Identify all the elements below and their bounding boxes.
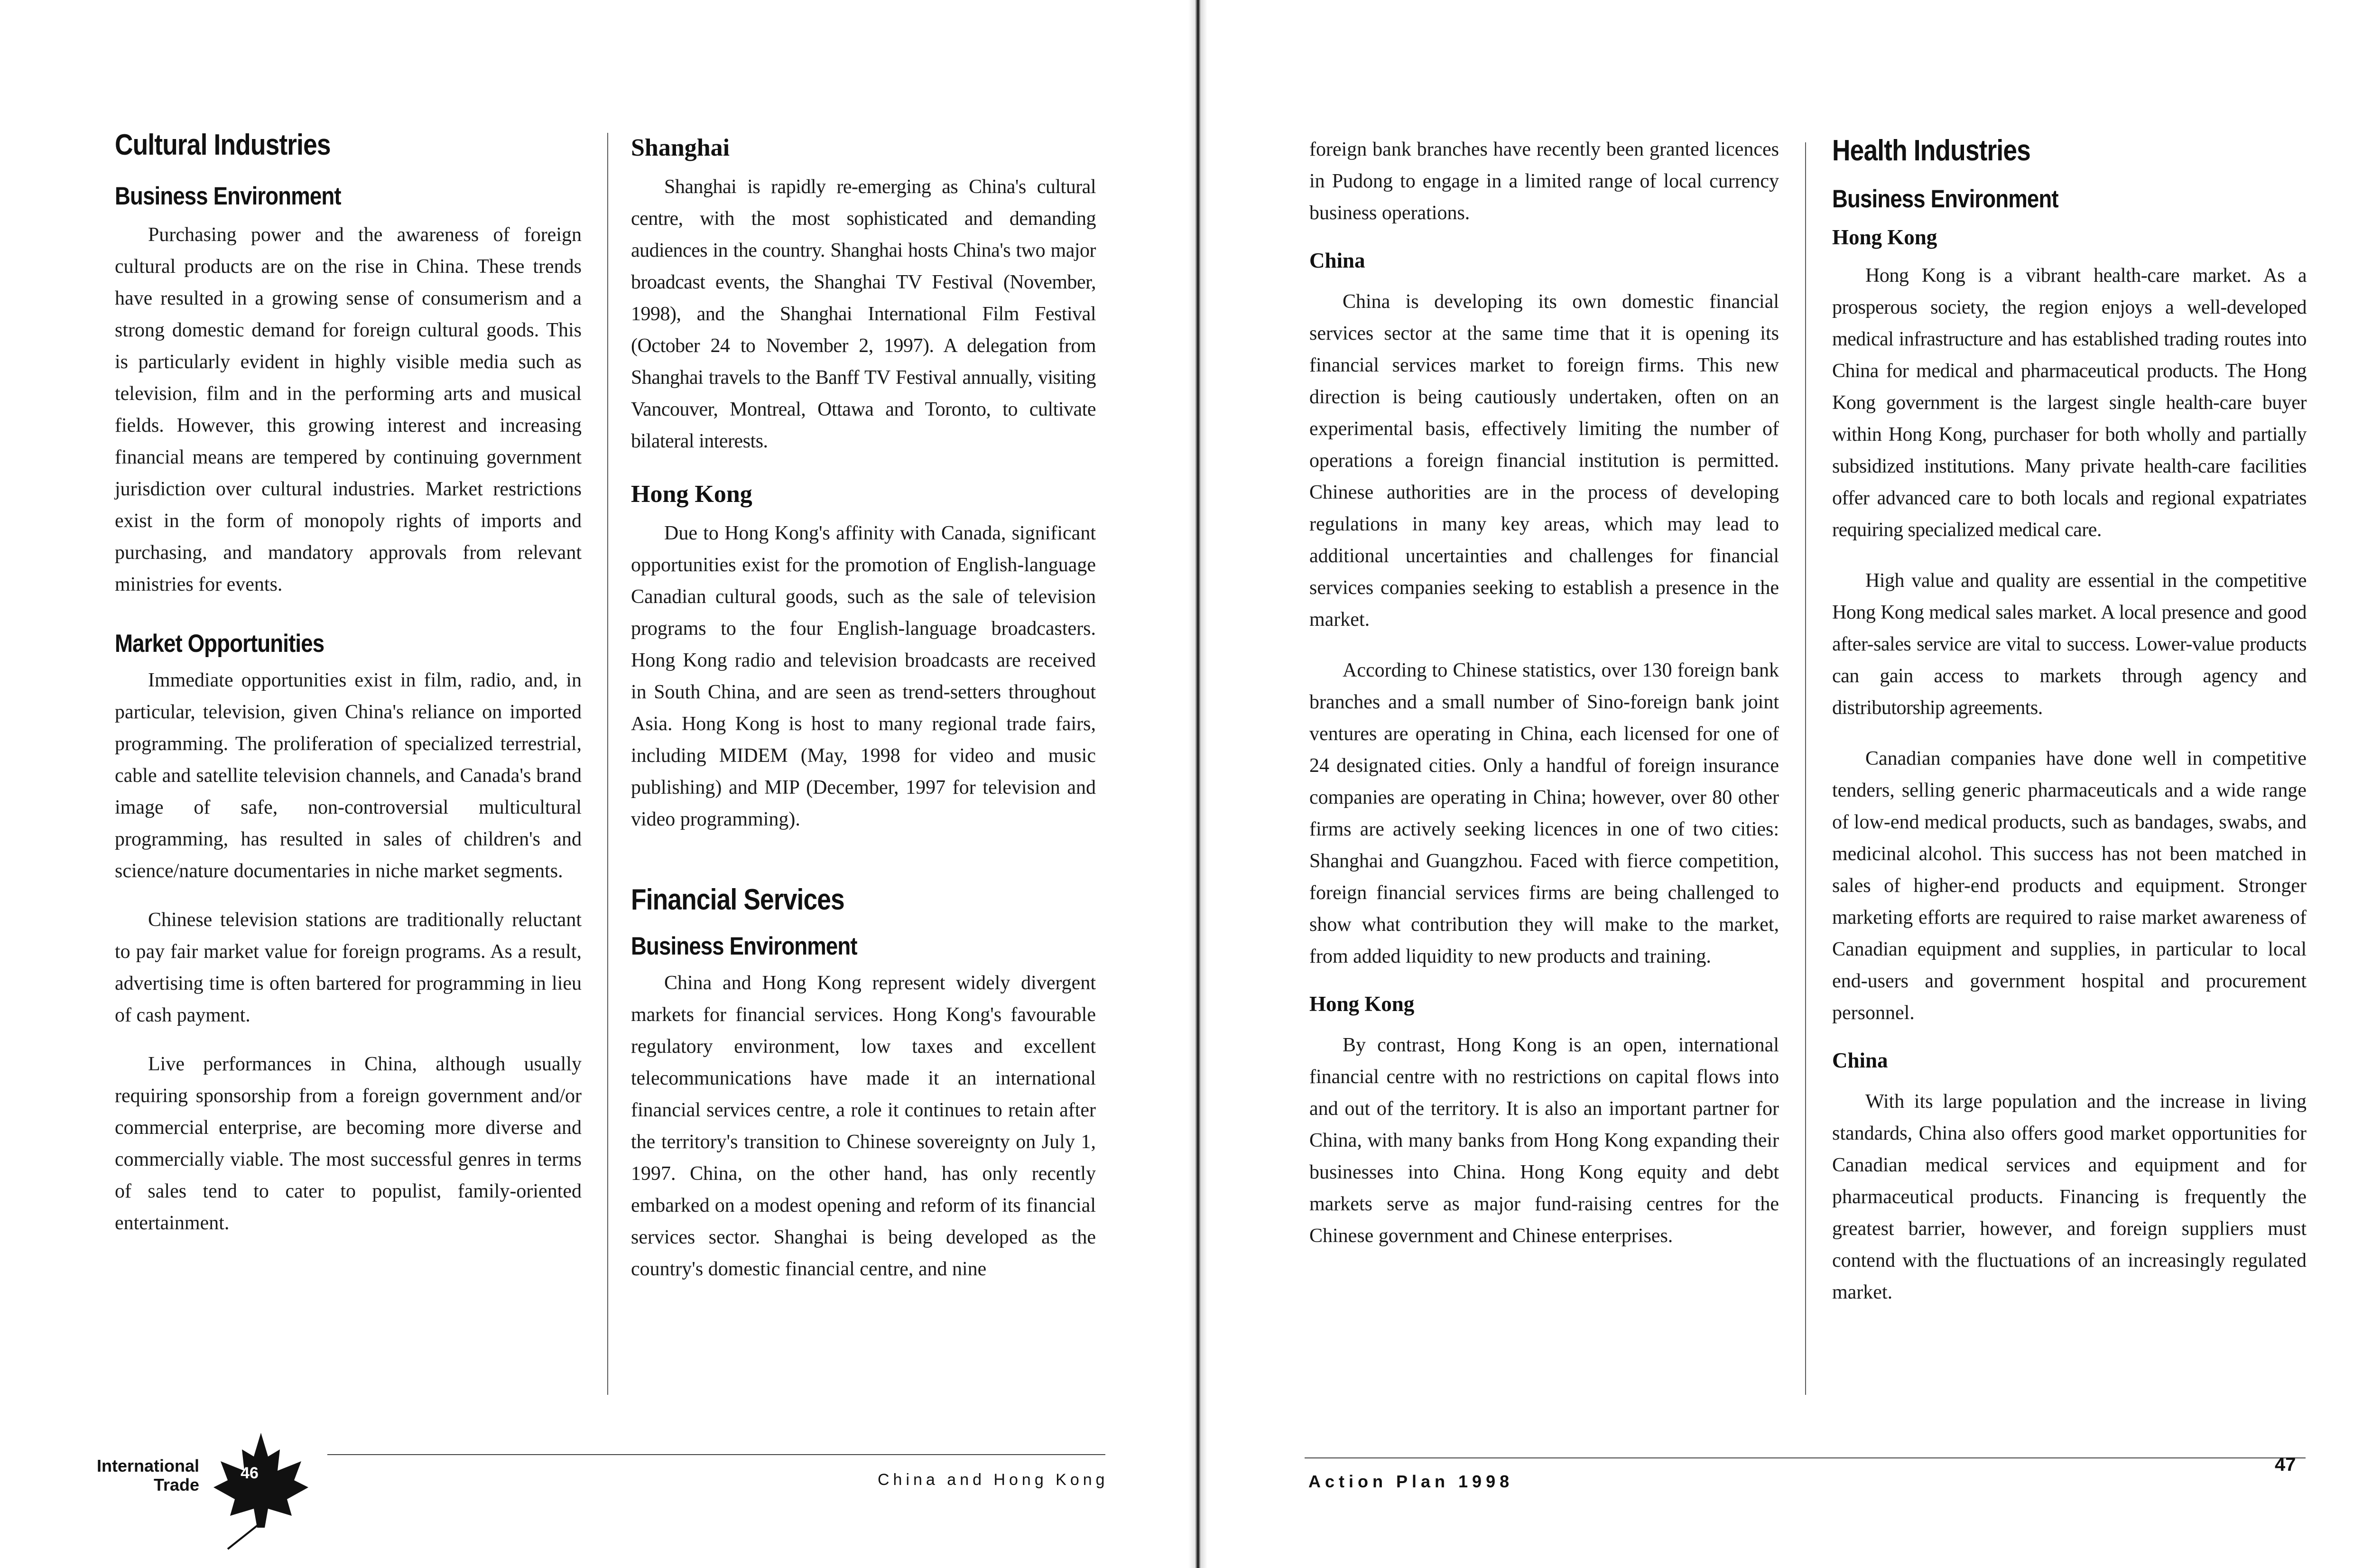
heading-hong-kong: Hong Kong [1309,992,1415,1016]
heading-china: China [1309,249,1365,272]
book-spine-shadow [1188,0,1207,1568]
paragraph: Shanghai is rapidly re-emerging as China's cultural centre, with the most sophisticated and demanding audiences in the country. Shanghai hosts China's two major broadcast events, the Shanghai TV Festival (November, 1998), and the Shanghai International Film Festival (October 24 to November 2, 1997). A delegation from Shanghai travels to the Banff TV Festival annually, visiting Vancouver, Montreal, Ottawa and Toronto, to cultivate bilateral interests. [631,176,1096,452]
paragraph: Purchasing power and the awareness of foreign cultural products are on the rise in China. These trends have resulted in a growing sense of consumerism and a strong domestic demand for foreign cultural goods. This is particularly evident in highly visible media such as television, film and in the performing arts and musical fields. However, this growing interest and increasing financial means are tempered by continuing government jurisdiction over cultural industries. Market restrictions exist in the form of monopoly rights of imports and purchasing, and mandatory approvals from relevant ministries for events. [115,224,582,595]
paragraph: China and Hong Kong represent widely divergent markets for financial services. Hong Kong's favourable regulatory environment, low taxes and excellent telecommunications have made it an international financial services centre, a role it continues to retain after the territory's transition to Chinese sovereignty on July 1, 1997. China, on the other hand, has only recently embarked on a modest opening and reform of its financial services sector. Shanghai is being developed as the country's domestic financial centre, and nine [631,972,1096,1280]
section-title-financial-services: Financial Services [631,883,844,916]
paragraph: High value and quality are essential in the competitive Hong Kong medical sales market. A local presence and good after-sales service are vital to success. Lower-value products can gain access to markets through agency and distributorship agreements. [1832,570,2307,719]
logo-line-2: Trade [153,1475,199,1494]
paragraph: According to Chinese statistics, over 130 foreign bank branches and a small number of Sino-foreign bank joint ventures are operating in China, each licensed for one of 24 designated cities. Only a handful of foreign insurance companies are operating in China; however, over 80 other firms are actively seeking licences in one of two cities: Shanghai and Guangzhou. Faced with fierce competition, foreign financial services firms are being challenged to show what contribution they will make to the market, from added liquidity to new products and training. [1309,659,1779,967]
section-title-health-industries: Health Industries [1832,134,2030,167]
paragraph: China is developing its own domestic financial services sector at the same time that it is opening its financial services market to foreign firms. This new direction is being cautiously undertaken, often on an experimental basis, effectively limiting the number of operations a foreign financial institution is permitted. Chinese authorities are in the process of developing regulations in many key areas, which may lead to additional uncertainties and challenges for financial services companies seeking to establish a presence in the market. [1309,291,1779,631]
column-2 [631,134,1096,1285]
heading-china: China [1832,1048,1888,1072]
paragraph: Live performances in China, although usually requiring sponsorship from a foreign government and/or commercial enterprise, are becoming more diverse and commercially viable. The most successful genres in terms of sales tend to cater to populist, family-oriented entertainment. [115,1053,582,1234]
paragraph: Due to Hong Kong's affinity with Canada, significant opportunities exist for the promotion of English-language Canadian cultural goods, such as the sale of television programs to the four English-language broadcasters. Hong Kong radio and television broadcasts are received in South China, and are seen as trend-setters throughout Asia. Hong Kong is host to many regional trade fairs, including MIDEM (May, 1998 for video and music publishing) and MIP (December, 1997 for television and video programming). [631,522,1096,830]
paragraph: By contrast, Hong Kong is an open, international financial centre with no restrictions on capital flows into and out of the territory. It is also an important partner for China, with many banks from Hong Kong expanding their businesses into China. Hong Kong equity and debt markets serve as major fund-raising centres for the Chinese government and Chinese enterprises. [1309,1034,1779,1247]
running-title: China and Hong Kong [878,1471,1109,1489]
column-divider [607,133,608,1395]
column-4 [1832,134,2307,1308]
heading-hong-kong: Hong Kong [1832,225,1937,249]
running-title: Action Plan 1998 [1308,1472,1514,1491]
page-number: 47 [2275,1454,2296,1475]
paragraph: Chinese television stations are traditionally reluctant to pay fair market value for foreign programs. As a result, advertising time is often bartered for programming in lieu of cash payment. [115,909,582,1026]
footer-rule [1305,1457,2306,1458]
logo-line-1: International [96,1456,199,1475]
footer-rule [327,1454,1105,1455]
column-1 [115,128,582,1239]
subsection-business-environment: Business Environment [115,182,341,210]
page-47 [1205,0,2372,1568]
paragraph: Immediate opportunities exist in film, radio, and, in particular, television, given China's reliance on imported programming. The proliferation of specialized terrestrial, cable and satellite television channels, and Canada's brand image of safe, non-controversial multicultural programming, has resulted in sales of children's and science/nature documentaries in niche market segments. [115,669,582,882]
paragraph-continued: foreign bank branches have recently been granted licences in Pudong to engage in a limited range of local currency business operations. [1309,139,1779,224]
heading-shanghai: Shanghai [631,134,730,161]
page-number: 46 [241,1464,259,1482]
subsection-market-opportunities: Market Opportunities [115,630,324,658]
subsection-business-environment: Business Environment [631,932,857,960]
logo-wordmark [95,1457,199,1494]
column-3 [1309,134,1779,1252]
column-divider [1805,142,1806,1395]
paragraph: With its large population and the increase in living standards, China also offers good market opportunities for Canadian medical services and equipment and for pharmaceutical products. Financing is frequently the greatest barrier, however, and foreign suppliers must contend with the fluctuations of an increasingly regulated market. [1832,1091,2307,1303]
section-title-cultural-industries: Cultural Industries [115,129,331,161]
subsection-business-environment: Business Environment [1832,185,2058,213]
paragraph: Canadian companies have done well in competitive tenders, selling generic pharmaceuticals and a wide range of low-end medical products, such as bandages, swabs, and medicinal alcohol. This success has not been matched in sales of higher-end products and equipment. Stronger marketing efforts are required to raise market awareness of Canadian equipment and supplies, in particular to local end-users and government hospital and procurement personnel. [1832,748,2307,1024]
heading-hong-kong: Hong Kong [631,481,752,508]
paragraph: Hong Kong is a vibrant health-care market. As a prosperous society, the region enjoys a well-developed medical infrastructure and has established trading routes into China for medical and pharmaceutical products. The Hong Kong government is the largest single health-care buyer within Hong Kong, purchaser for both wholly and partially subsidized institutions. Many private health-care facilities offer advanced care to both locals and regional expatriates requiring specialized medical care. [1832,265,2307,541]
maple-leaf-icon [209,1428,313,1551]
